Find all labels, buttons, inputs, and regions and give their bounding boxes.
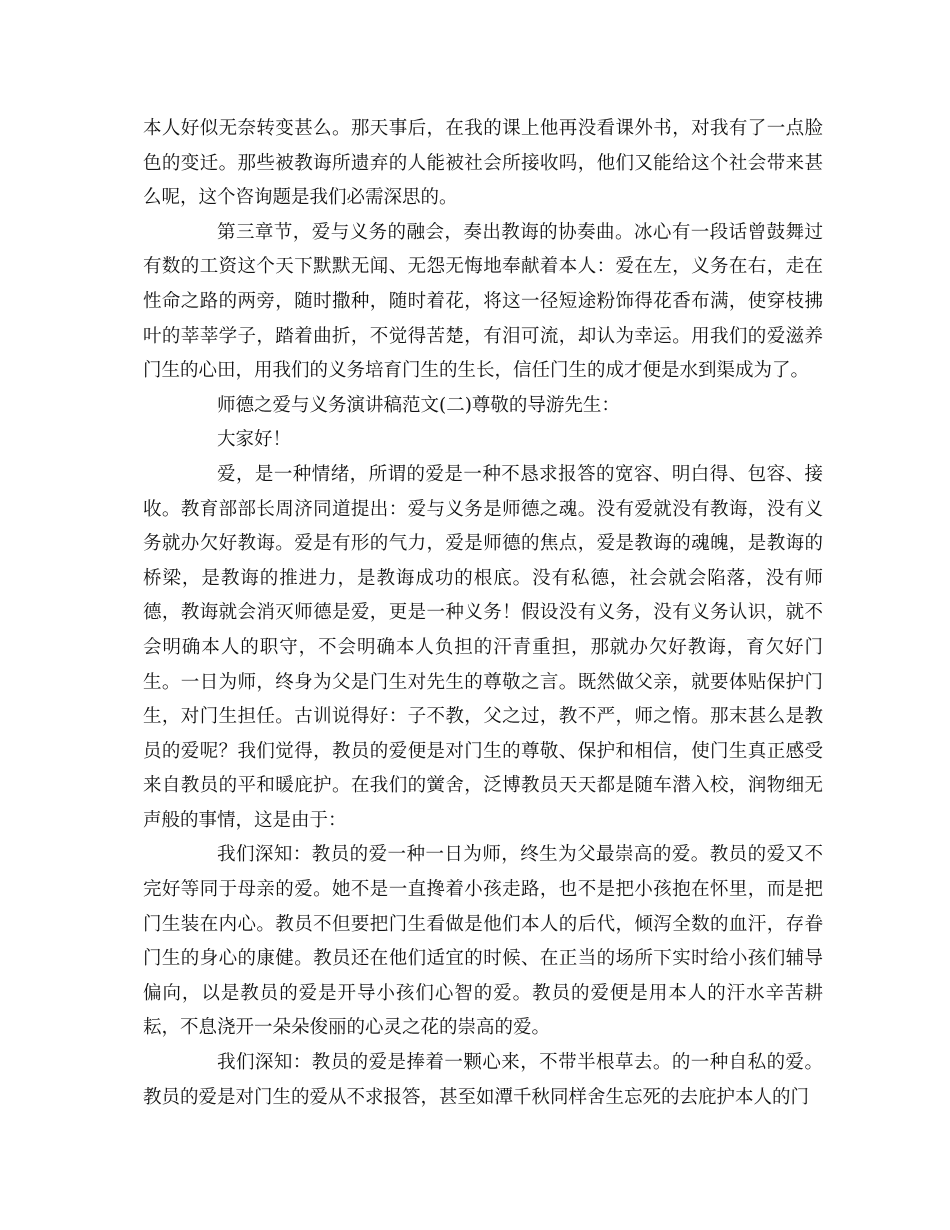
paragraph: 大家好！ (217, 429, 292, 451)
paragraph: 我们深知：教员的爱一种一日为师，终生为父最崇高的爱。教员的爱又不完好等同于母亲的爱。她不是一直搀着小孩走路，也不是把小孩抱在怀里，而是把门生装在内心。教员不但要把门生看做是他们本人的后代，倾泻全数的血汗，存眷门生的身心的康健。教员还在他们适宜的时候、在正当的场所下实时给小孩们辅导偏向，以是教员的爱是开导小孩们心智的爱。教员的爱便是用本人的汗水辛苦耕耘，不息浇开一朵朵俊丽的心灵之花的崇高的爱。 (143, 844, 823, 1039)
paragraph: 第三章节，爱与义务的融会，奏出教诲的协奏曲。冰心有一段话曾鼓舞过有数的工资这个天下默默无闻、无怨无悔地奉献着本人：爱在左，义务在右，走在性命之路的两旁，随时撒种，随时着花，将这一径短途粉饰得花香布满，使穿枝拂叶的莘莘学子，踏着曲折，不觉得苦楚，有泪可流，却认为幸运。用我们的爱滋养门生的心田，用我们的义务培育门生的生长，信任门生的成才便是水到渠成为了。 (143, 221, 823, 382)
paragraph: 本人好似无奈转变甚么。那天事后，在我的课上他再没看课外书，对我有了一点脸色的变迁。那些被教诲所遗弃的人能被社会所接收吗，他们又能给这个社会带来甚么呢，这个咨询题是我们必需深思的。 (143, 118, 823, 209)
paragraph: 师德之爱与义务演讲稿范文(二)尊敬的导游先生： (217, 394, 620, 416)
paragraph: 爱，是一种情绪，所谓的爱是一种不恳求报答的宽容、明白得、包容、接收。教育部部长周济同道提出：爱与义务是师德之魂。没有爱就没有教诲，没有义务就办欠好教诲。爱是有形的气力，爱是师德的焦点，爱是教诲的魂魄，是教诲的桥梁，是教诲的推进力，是教诲成功的根底。没有私德，社会就会陷落，没有师德，教诲就会消灭师德是爱，更是一种义务！假设没有义务，没有义务认识，就不会明确本人的职守，不会明确本人负担的汗青重担，那就办欠好教诲，育欠好门生。一日为师，终身为父是门生对先生的尊敬之言。既然做父亲，就要体贴保护门生，对门生担任。古训说得好：子不教，父之过，教不严，师之惰。那末甚么是教员的爱呢？我们觉得，教员的爱便是对门生的尊敬、保护和相信，使门生真正感受来自教员的平和暖庇护。在我们的黉舍，泛博教员天天都是随车潜入校，润物细无声般的事情，这是由于： (143, 463, 823, 831)
document-body (143, 112, 823, 1115)
paragraph: 我们深知：教员的爱是捧着一颗心来，不带半根草去。的一种自私的爱。教员的爱是对门生的爱从不求报答，甚至如潭千秋同样舍生忘死的去庇护本人的门 (143, 1052, 823, 1108)
